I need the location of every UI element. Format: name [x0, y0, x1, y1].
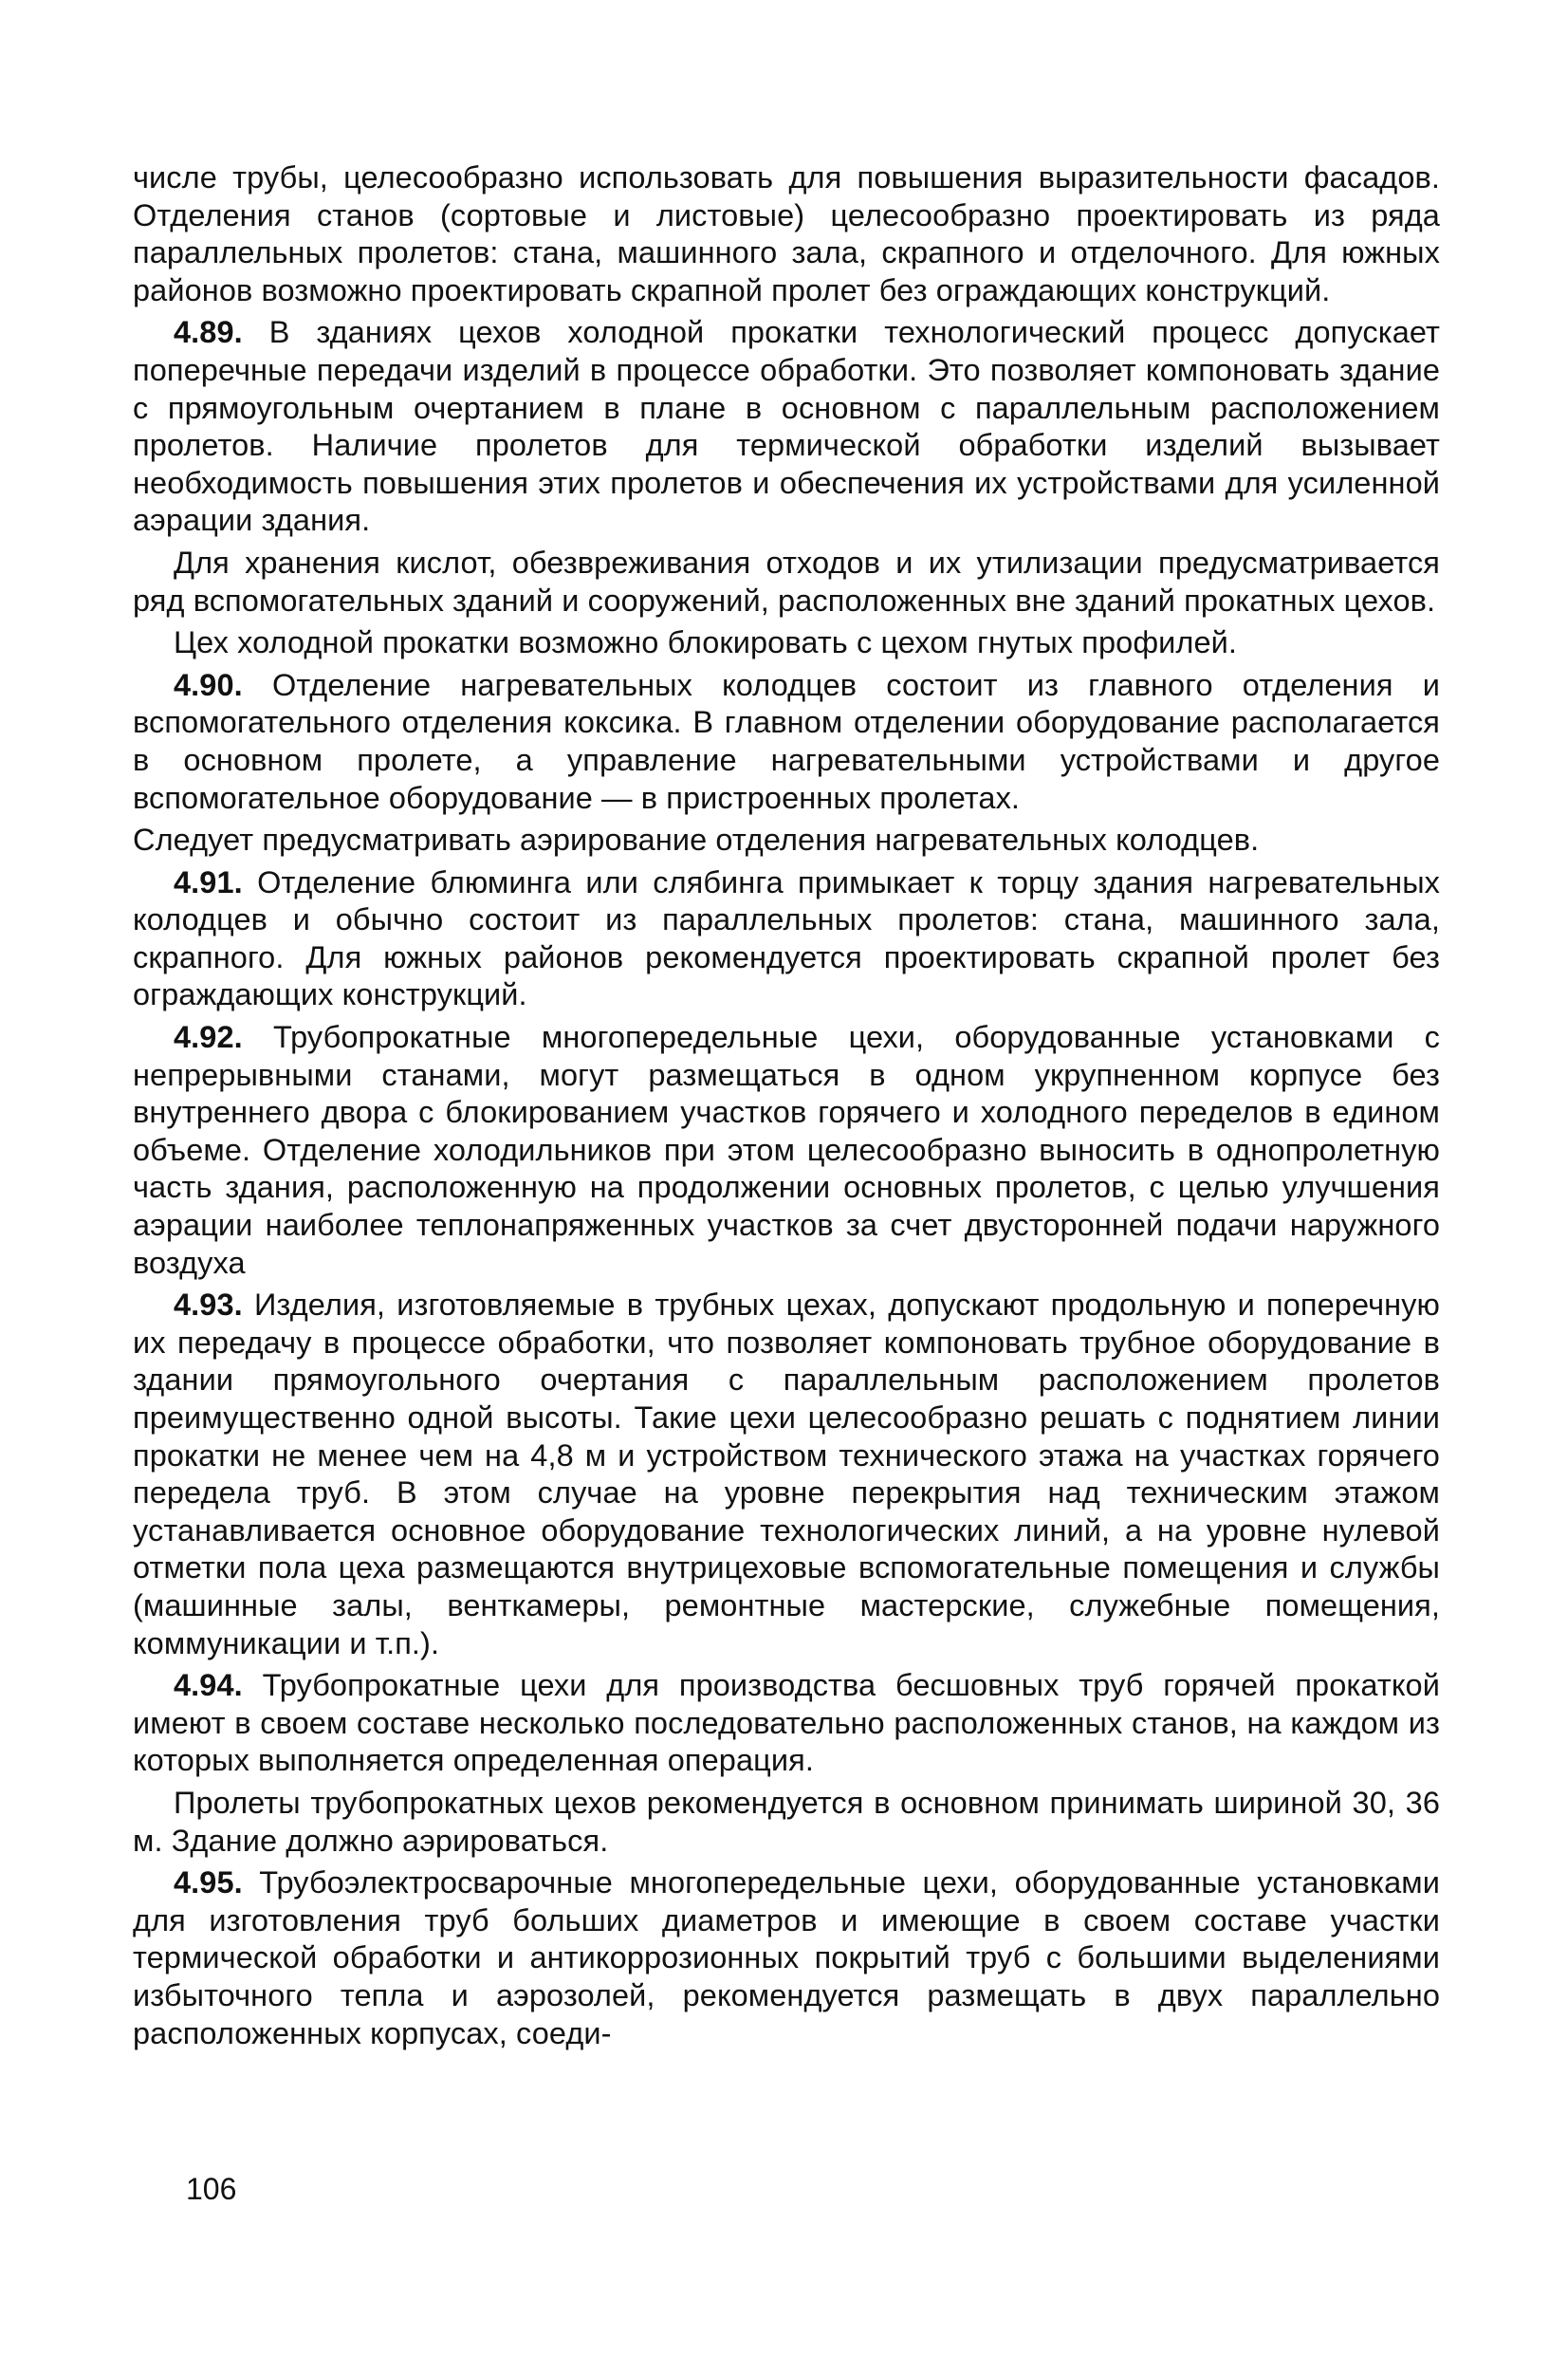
paragraph-text: Пролеты трубопрокатных цехов рекомендуется в основном принимать шириной 30, 36 м. Здание должно аэрироваться. [133, 1785, 1440, 1858]
document-page [133, 159, 1440, 2052]
clause-number: 4.91. [174, 864, 243, 899]
paragraph-text: Отделение нагревательных колодцев состоит из главного отделения и вспомогательного отделения коксика. В главном отделении оборудование располагается в основном пролете, а управление нагревательными устройствами и другое вспомогательное оборудование — в пристроенных пролетах. [133, 667, 1440, 815]
clause-number: 4.93. [174, 1288, 243, 1323]
paragraph-text: Изделия, изготовляемые в трубных цехах, допускают продольную и поперечную их передачу в процессе обработки, что позволяет компоновать трубное оборудование в здании прямоугольного очертания с параллельным расположением пролетов преимущественно одной высоты. Такие цехи целесообразно решать с поднятием линии прокатки не менее чем на 4,8 м и устройством технического этажа на участках горячего передела труб. В этом случае на уровне перекрытия над техническим этажом устанавливается основное оборудование технологических линий, а на уровне нулевой отметки пола цеха размещаются внутрицеховые вспомогательные помещения и службы (машинные залы, венткамеры, ремонтные мастерские, служебные помещения, коммуникации и т.п.). [133, 1288, 1440, 1660]
paragraph-cold-rolling-block [133, 624, 1440, 662]
clause-number: 4.92. [174, 1020, 243, 1055]
page-number: 106 [186, 2172, 237, 2206]
paragraph-text: Цех холодной прокатки возможно блокировать с цехом гнутых профилей. [174, 625, 1238, 660]
paragraph-text: В зданиях цехов холодной прокатки технологический процесс допускает поперечные передачи изделий в процессе обработки. Это позволяет компоновать здание с прямоугольным очертанием в плане в основном с параллельным расположением пролетов. Наличие пролетов для термической обработки изделий вызывает необходимость повышения этих пролетов и обеспечения их устройствами для усиленной аэрации здания. [133, 315, 1440, 538]
paragraph-4-94 [133, 1667, 1440, 1780]
paragraph-text: Трубоэлектросварочные многопередельные цехи, оборудованные установками для изготовления труб больших диаметров и имеющие в своем составе участки термической обработки и антикоррозионных покрытий труб с большими выделениями избыточного тепла и аэрозолей, рекомендуется размещать в двух параллельно расположенных корпусах, соеди- [133, 1865, 1440, 2050]
clause-number: 4.95. [174, 1865, 243, 1900]
paragraph-4-89 [133, 314, 1440, 540]
paragraph-continuation [133, 159, 1440, 309]
paragraph-4-95 [133, 1864, 1440, 2052]
paragraph-4-90 [133, 667, 1440, 817]
paragraph-4-91 [133, 864, 1440, 1014]
paragraph-text: Следует предусматривать аэрирование отделения нагревательных колодцев. [133, 823, 1260, 858]
paragraph-4-92 [133, 1019, 1440, 1282]
paragraph-spans-width [133, 1785, 1440, 1860]
clause-number: 4.89. [174, 315, 243, 350]
paragraph-text: Трубопрокатные многопередельные цехи, оборудованные установками с непрерывными станами, могут размещаться в одном укрупненном корпусе без внутреннего двора с блокированием участков горячего и холодного переделов в едином объеме. Отделение холодильников при этом целесообразно выносить в однопролетную часть здания, расположенную на продолжении основных пролетов, с целью улучшения аэрации наиболее теплонапряженных участков за счет двусторонней подачи наружного воздуха [133, 1020, 1440, 1280]
clause-number: 4.90. [174, 667, 243, 702]
paragraph-aeration [133, 822, 1440, 860]
paragraph-text: числе трубы, целесообразно использовать для повышения выразительности фасадов. Отделения станов (сортовые и листовые) целесообразно проектировать из ряда параллельных пролетов: стана, машинного зала, скрапного и отделочного. Для южных районов возможно проектировать скрапной пролет без ограждающих конструкций. [133, 160, 1440, 307]
paragraph-text: Для хранения кислот, обезвреживания отходов и их утилизации предусматривается ряд вспомогательных зданий и сооружений, расположенных вне зданий прокатных цехов. [133, 545, 1440, 618]
clause-number: 4.94. [174, 1668, 243, 1703]
paragraph-4-93 [133, 1287, 1440, 1662]
paragraph-acid-storage [133, 545, 1440, 620]
paragraph-text: Трубопрокатные цехи для производства бесшовных труб горячей прокаткой имеют в своем составе несколько последовательно расположенных станов, на каждом из которых выполняется определенная операция. [133, 1668, 1440, 1778]
paragraph-text: Отделение блюминга или слябинга примыкает к торцу здания нагревательных колодцев и обычно состоит из параллельных пролетов: стана, машинного зала, скрапного. Для южных районов рекомендуется проектировать скрапной пролет без ограждающих конструкций. [133, 864, 1440, 1012]
